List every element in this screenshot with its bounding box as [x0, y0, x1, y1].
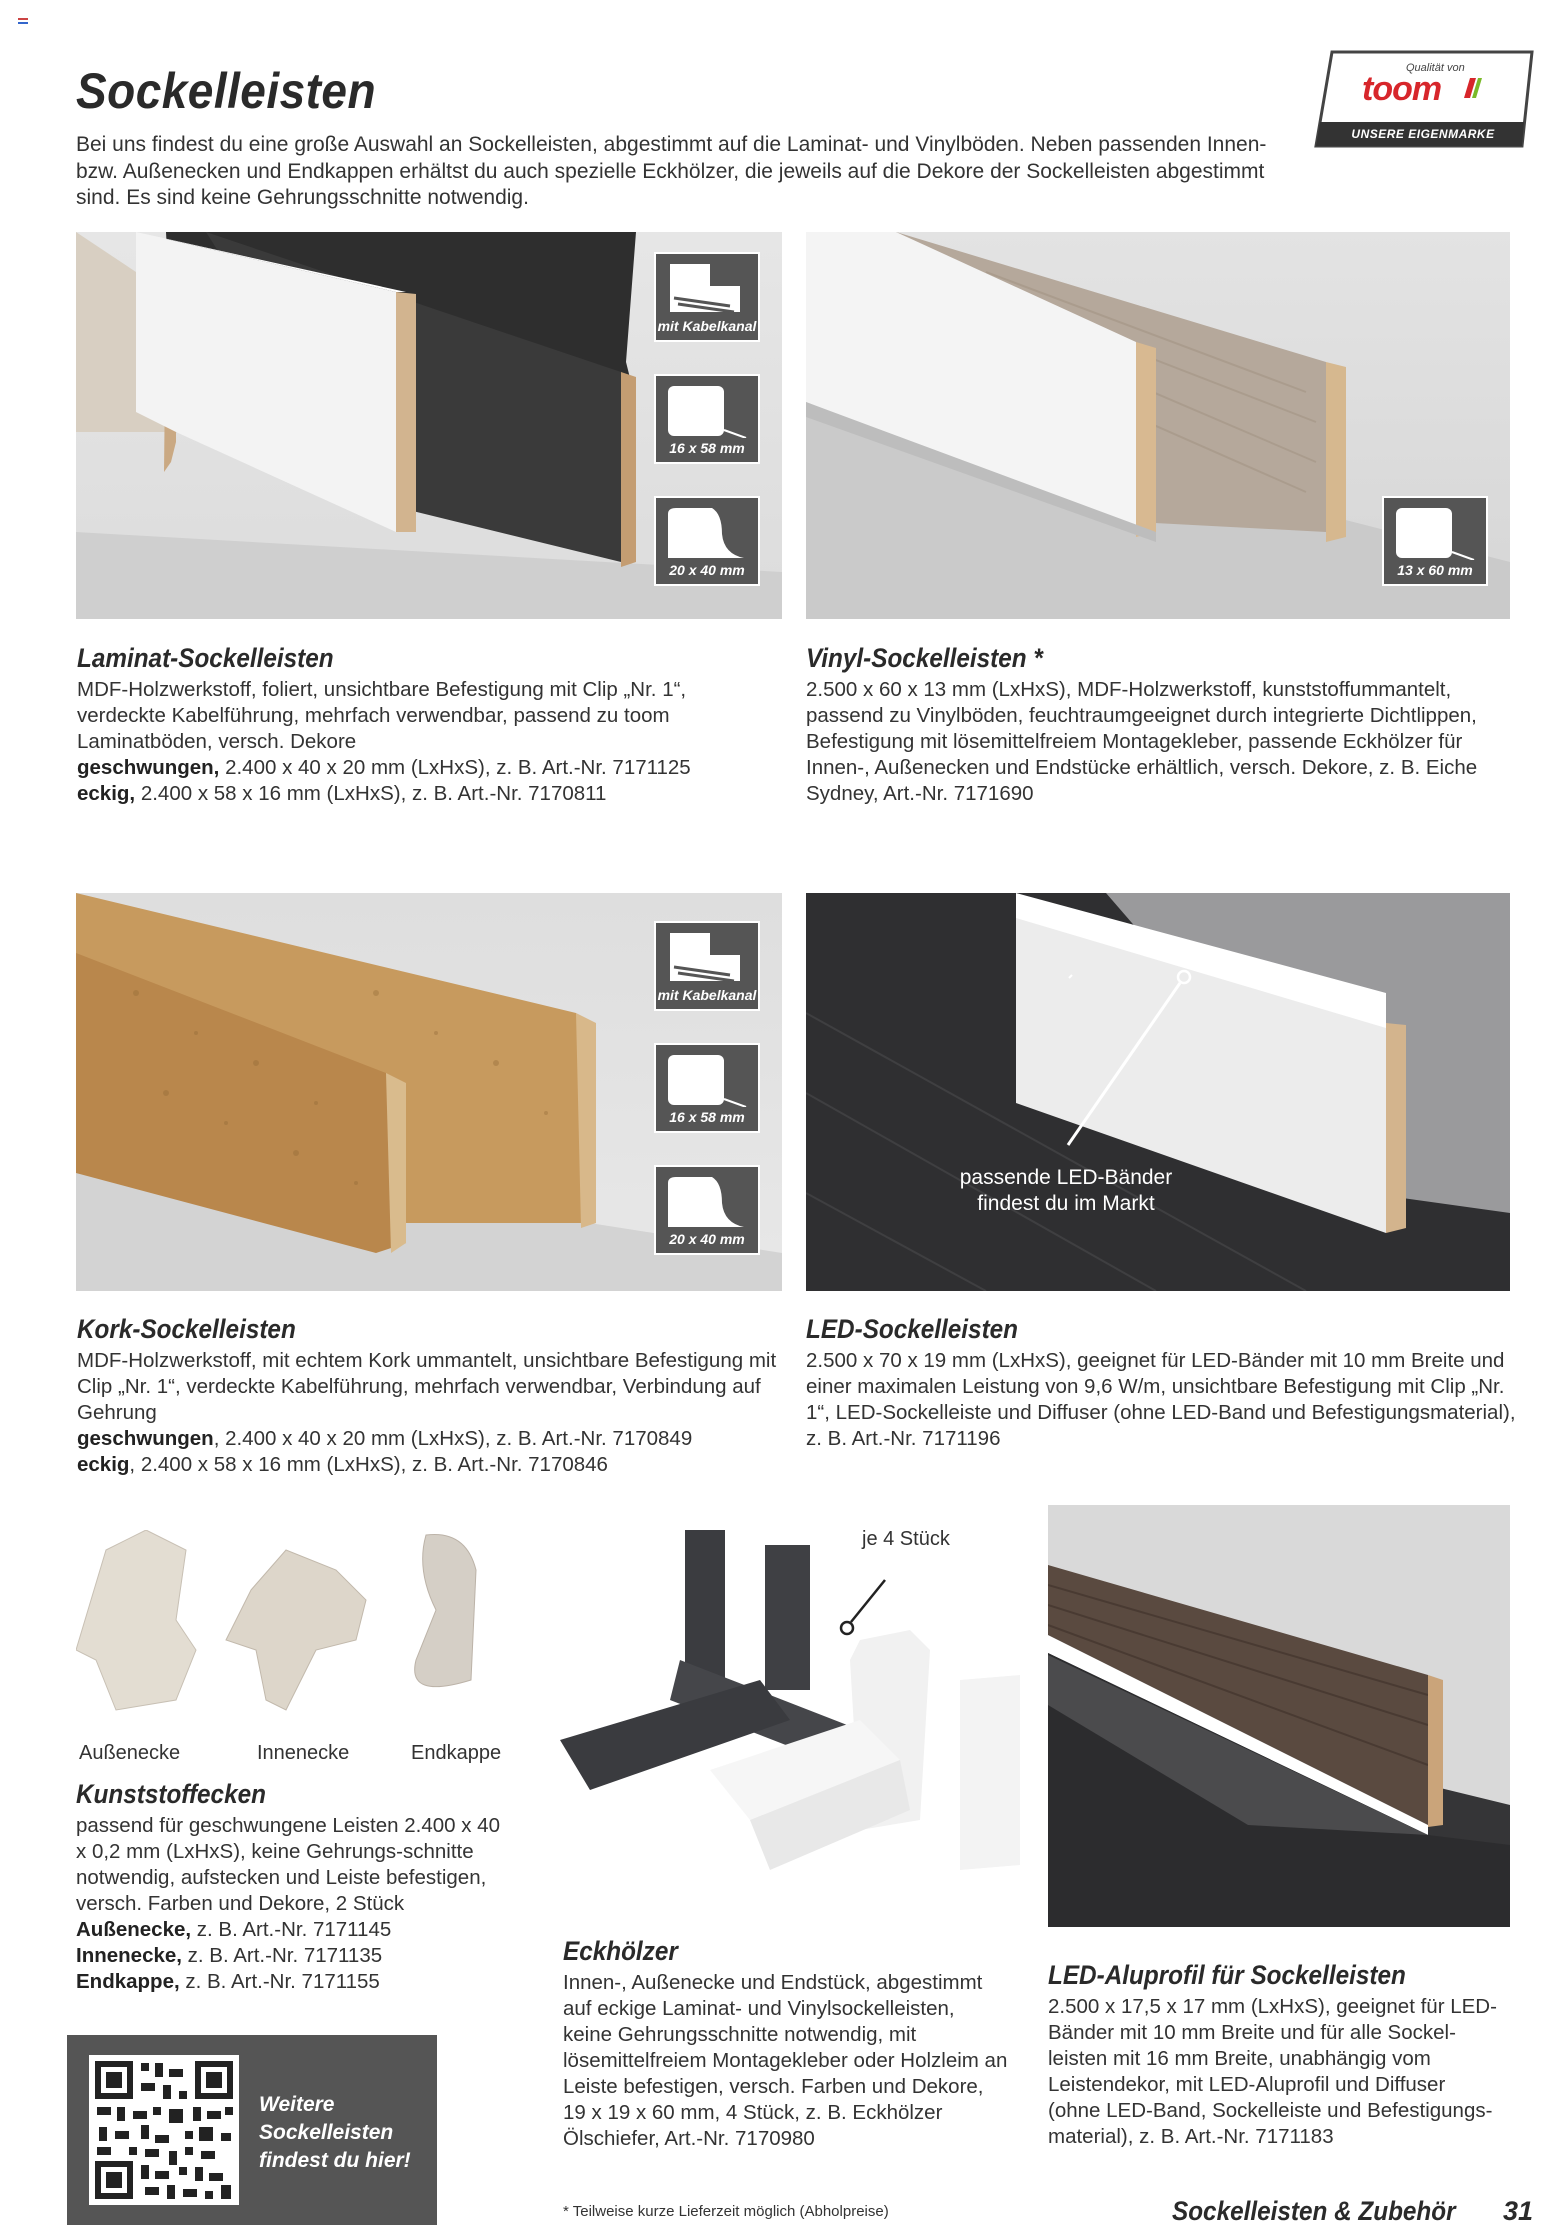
eckholz-desc: Innen-, Außenecke und Endstück, abgestimmt auf eckige Laminat- und Vinylsockelleisten, keine Gehrungsschnitte notwendig, mit lösemittelfreiem Montagekleber oder Holzleim an Leiste befestigen, versch. Farben und Dekore, 19 x 19 x 60 mm, 4 Stück, z. B. Eckhölzer Ölschiefer, Art.-Nr. 7170980 [563, 1971, 1008, 2150]
laminat-title: Laminat-Sockelleisten [77, 643, 334, 673]
aluprofil-photo [1048, 1505, 1510, 1927]
laminat-v1-label: geschwungen, [77, 756, 220, 779]
badge-size-curved-label: 20 x 40 mm [669, 562, 745, 578]
qr-code-icon[interactable] [89, 2055, 239, 2205]
badge-kork-size-square [654, 1043, 760, 1133]
led-callout: passende LED-Bänder findest du im Markt [959, 1166, 1173, 1215]
kunststoffecken-v2-label: Innenecke, [76, 1944, 182, 1967]
logo-flag-icon [1464, 78, 1482, 98]
page-intro: Bei uns findest du eine große Auswahl an Sockelleisten, abgestimmt auf die Laminat- und Vinylböden. Neben passenden Innen- bzw. Außenecken und Endkappen erhältst du auch spezielle Eckhölzer, die jeweils auf die Dekore der Sockelleisten abgestimmt sind. Es sind keine Gehrungsschnitte notwendig. [76, 133, 1267, 209]
laminat-desc-text: MDF-Holzwerkstoff, foliert, unsichtbare Befestigung mit Clip „Nr. 1“, verdeckte Kabelführung, mehrfach verwendbar, passend zu toom Laminatböden, versch. Dekore [77, 678, 687, 753]
eckholz-photo [560, 1520, 1030, 1890]
profile-curved-icon [664, 504, 750, 560]
page-number: 31 [1503, 2196, 1534, 2226]
profile-square-icon [1392, 504, 1478, 560]
laminat-v2-label: eckig, [77, 782, 136, 805]
aluprofil-title: LED-Aluprofil für Sockelleisten [1048, 1960, 1406, 1990]
vinyl-title: Vinyl-Sockelleisten * [806, 643, 1043, 673]
kunststoffecken-photo [76, 1530, 536, 1720]
badge-kork-cable-channel-label: mit Kabelkanal [657, 987, 757, 1003]
badge-cable-channel [654, 252, 760, 342]
aussenecke-label: Außenecke [79, 1742, 181, 1764]
page-marker [18, 18, 28, 24]
kunststoffecken-v3-label: Endkappe, [76, 1970, 180, 1993]
badge-kork-size-curved [654, 1165, 760, 1255]
badge-kork-cable-channel [654, 921, 760, 1011]
badge-kork-size-curved-label: 20 x 40 mm [669, 1231, 745, 1247]
badge-vinyl-size-label: 13 x 60 mm [1397, 562, 1473, 578]
footer-title: Sockelleisten & Zubehör [1172, 2196, 1456, 2226]
laminat-v2-text: 2.400 x 58 x 16 mm (LxHxS), z. B. Art.-Nr. 7170811 [135, 782, 607, 805]
kork-v2-text: , 2.400 x 58 x 16 mm (LxHxS), z. B. Art.-Nr. 7170846 [129, 1453, 608, 1476]
badge-size-square-label: 16 x 58 mm [669, 440, 745, 456]
kunststoffecken-v2-text: z. B. Art.-Nr. 7171135 [181, 1944, 383, 1967]
kunststoffecken-v3-text: z. B. Art.-Nr. 7171155 [179, 1970, 380, 1993]
logo-brand: toom [1362, 70, 1442, 108]
profile-curved-icon [664, 1173, 750, 1229]
kork-title: Kork-Sockelleisten [77, 1314, 296, 1344]
kunststoffecken-v1-text: z. B. Art.-Nr. 7171145 [191, 1918, 392, 1941]
led-title: LED-Sockelleisten [806, 1314, 1019, 1344]
led-photo [806, 893, 1510, 1291]
laminat-v1-text: 2.400 x 40 x 20 mm (LxHxS), z. B. Art.-Nr. 7171125 [219, 756, 691, 779]
kork-desc-text: MDF-Holzwerkstoff, mit echtem Kork ummantelt, unsichtbare Befestigung mit Clip „Nr. 1“, verdeckte Kabelführung, mehrfach verwendbar, Verbindung auf Gehrung [77, 1349, 777, 1424]
aluprofil-desc: 2.500 x 17,5 x 17 mm (LxHxS), geeignet für LED-Bänder mit 10 mm Breite und für alle Sockel-leisten mit 16 mm Breite, unabhängig vom Leistendekor, mit LED-Aluprofil und Diffuser (ohne LED-Band, Sockelleiste und Befestigungs-material), z. B. Art.-Nr. 7171183 [1048, 1995, 1497, 2148]
kunststoffecken-v1-label: Außenecke, [76, 1918, 192, 1941]
qr-text: Weitere Sockelleisten findest du hier! [259, 2093, 411, 2172]
kork-desc [77, 1348, 777, 1478]
logo-banner: UNSERE EIGENMARKE [1351, 127, 1495, 141]
page-title: Sockelleisten [76, 63, 377, 119]
vinyl-desc: 2.500 x 60 x 13 mm (LxHxS), MDF-Holzwerkstoff, kunststoffummantelt, passend zu Vinylböden, feuchtraumgeeignet durch integrierte Dichtlippen, Befestigung mit lösemittelfreiem Montagekleber, passende Eckhölzer für Innen-, Außenecken und Endstücke erhältlich, versch. Dekore, z. B. Eiche Sydney, Art.-Nr. 7171690 [806, 678, 1478, 805]
badge-vinyl-size [1382, 496, 1488, 586]
kunststoffecken-desc-text: passend für geschwungene Leisten 2.400 x 40 x 0,2 mm (LxHxS), keine Gehrungs-schnitte notwendig, aufstecken und Leiste befestigen, versch. Farben und Dekore, 2 Stück [76, 1814, 500, 1915]
eckholz-title: Eckhölzer [563, 1936, 678, 1966]
kunststoffecken-title: Kunststoffecken [76, 1779, 266, 1809]
toom-logo [1314, 50, 1534, 148]
laminat-desc [77, 677, 697, 807]
endkappe-label: Endkappe [411, 1742, 502, 1764]
eckholz-callout: je 4 Stück [862, 1528, 950, 1550]
cable-channel-icon [664, 260, 750, 316]
kork-v1-text: , 2.400 x 40 x 20 mm (LxHxS), z. B. Art.-Nr. 7170849 [213, 1427, 693, 1450]
profile-square-icon [664, 382, 750, 438]
innenecke-label: Innenecke [257, 1742, 350, 1764]
footer-note: * Teilweise kurze Lieferzeit möglich (Abholpreise) [563, 2203, 889, 2220]
cable-channel-icon [664, 929, 750, 985]
badge-cable-channel-label: mit Kabelkanal [657, 318, 757, 334]
qr-box[interactable] [67, 2035, 437, 2225]
logo-tagline: Qualität von [1406, 62, 1465, 74]
kork-v2-label: eckig [77, 1453, 130, 1476]
badge-size-curved [654, 496, 760, 586]
badge-size-square [654, 374, 760, 464]
badge-kork-size-square-label: 16 x 58 mm [669, 1109, 745, 1125]
led-desc: 2.500 x 70 x 19 mm (LxHxS), geeignet für LED-Bänder mit 10 mm Breite und einer maximalen Leistung von 9,6 W/m, unsichtbare Befestigung mit Clip „Nr. 1“, LED-Sockelleiste und Diffuser (ohne LED-Band und Befestigungsmaterial), z. B. Art.-Nr. 7171196 [806, 1349, 1516, 1450]
kunststoffecken-desc [76, 1813, 506, 1995]
kork-v1-label: geschwungen [77, 1427, 214, 1450]
profile-square-icon [664, 1051, 750, 1107]
